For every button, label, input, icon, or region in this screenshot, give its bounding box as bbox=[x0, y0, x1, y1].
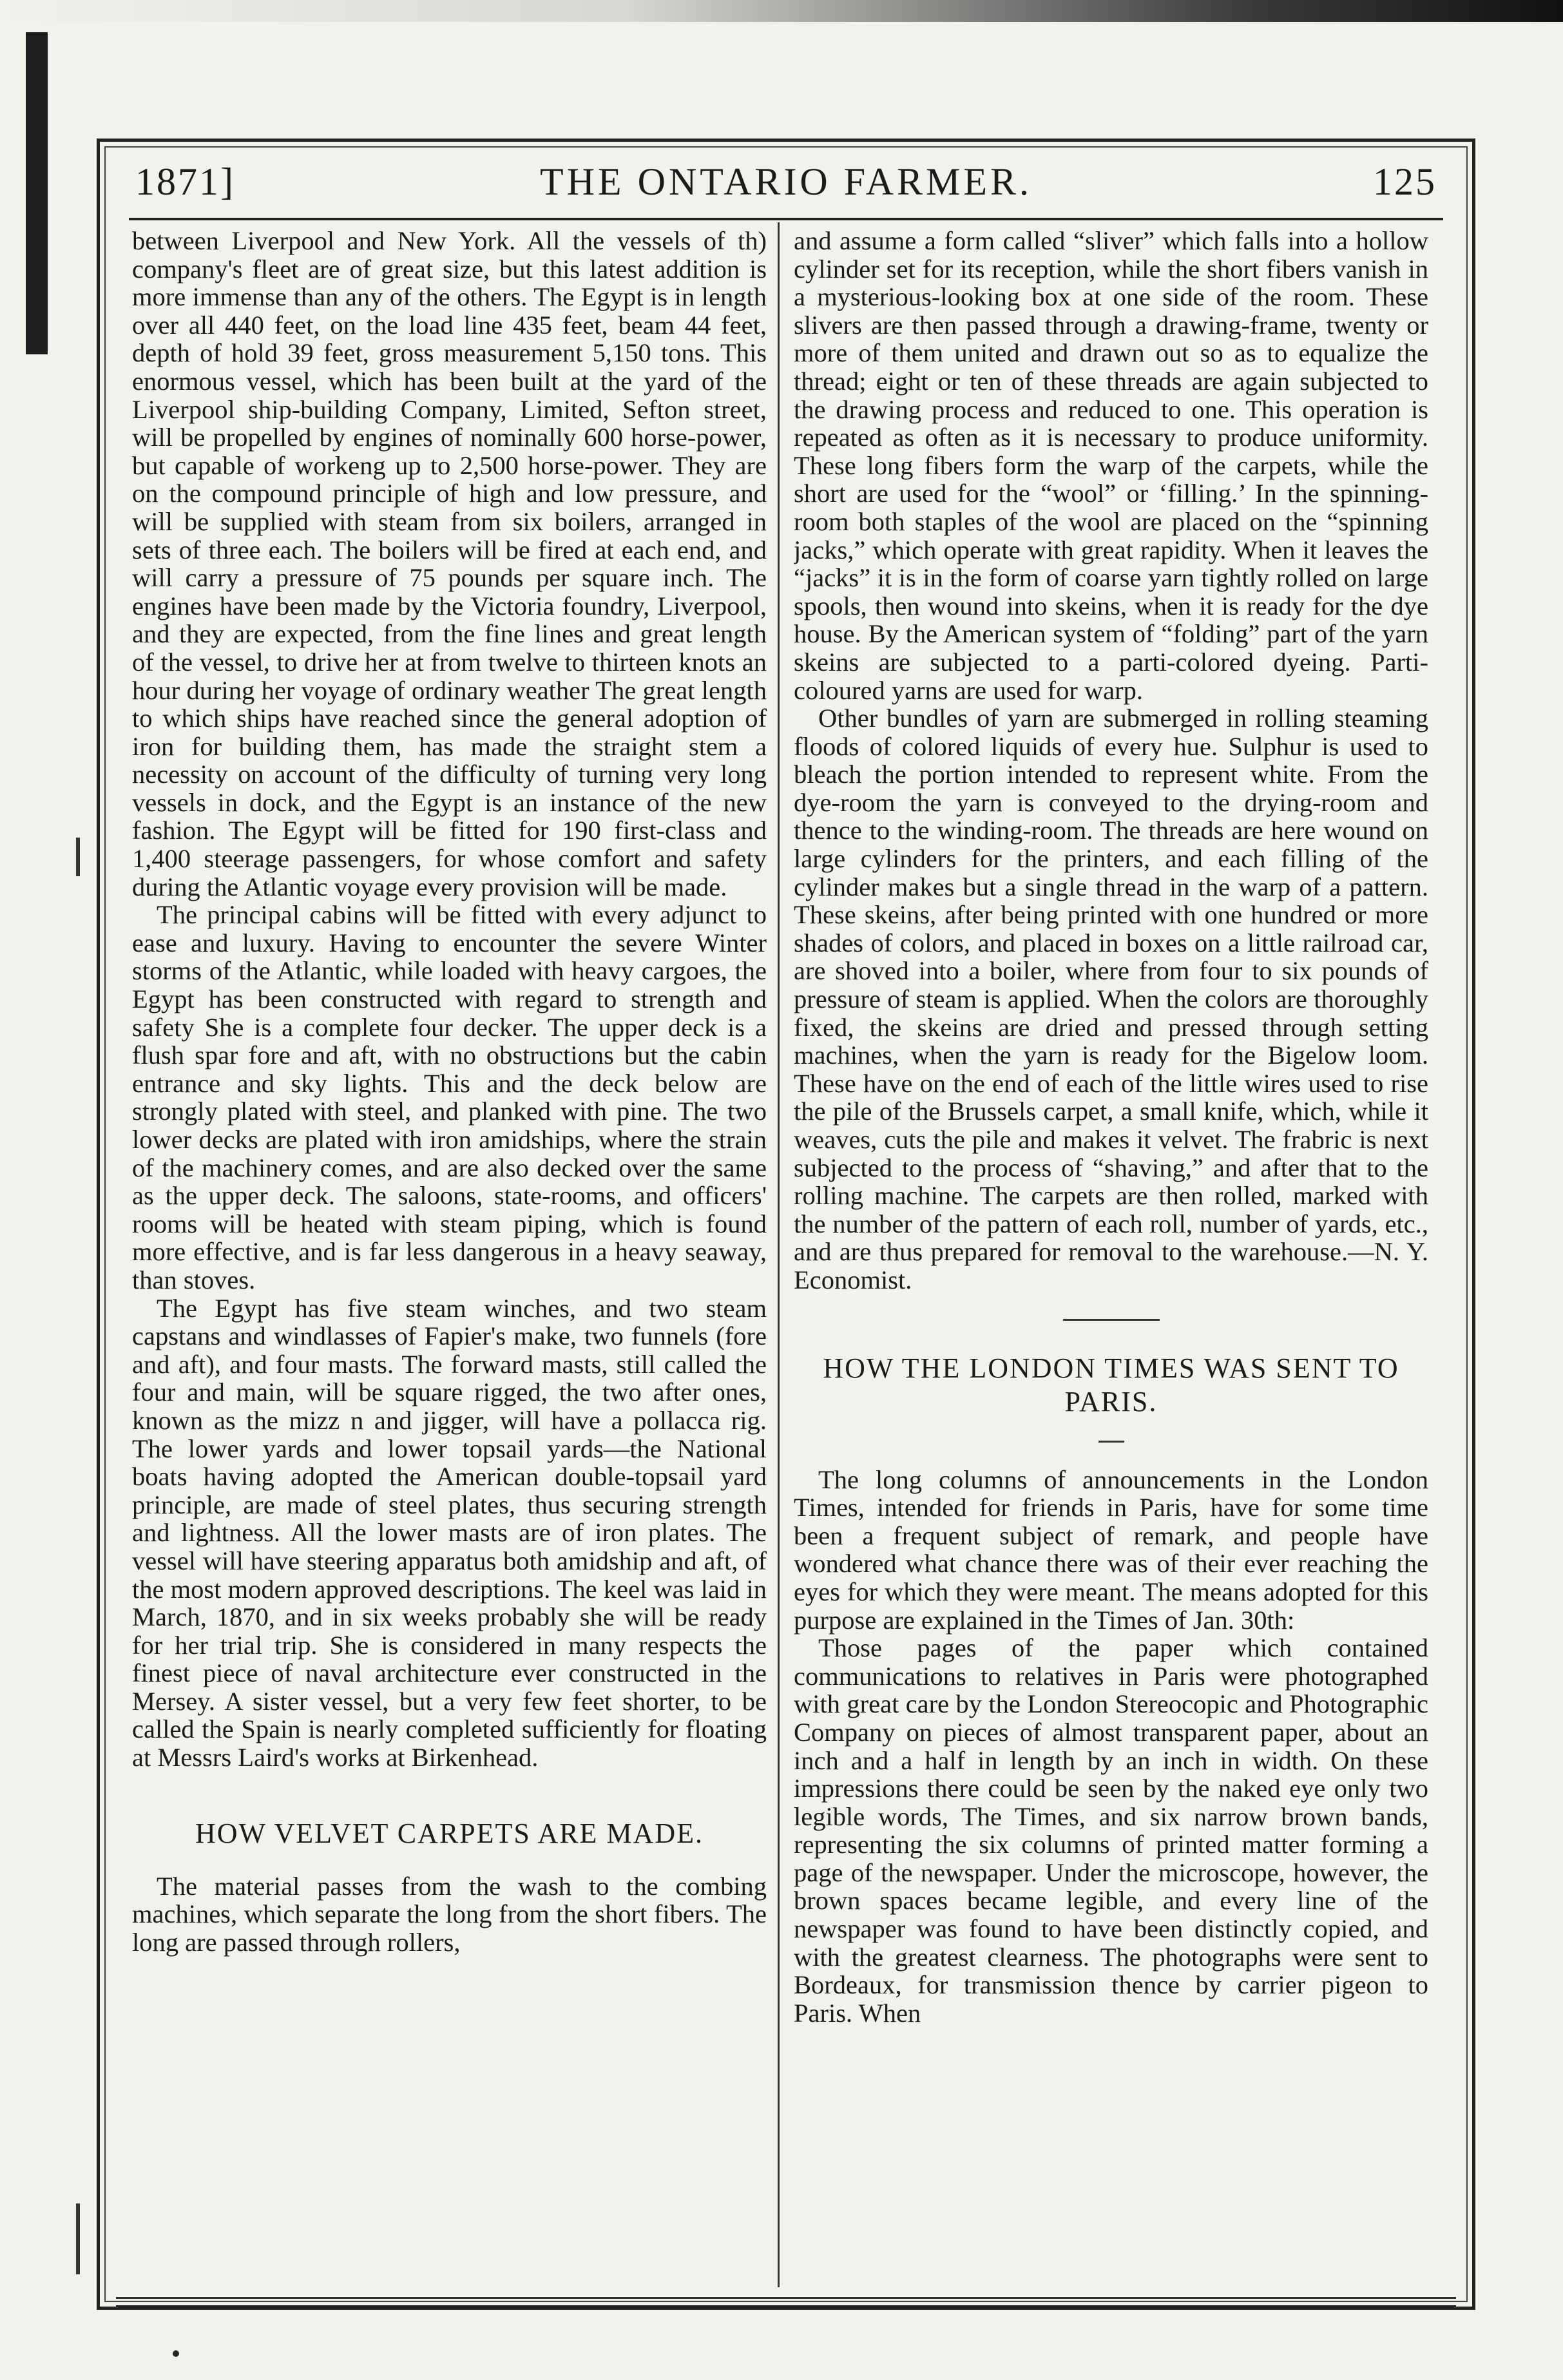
left-column bbox=[132, 227, 767, 2289]
scan-edge-shadow bbox=[0, 0, 1563, 22]
publication-title: THE ONTARIO FARMER. bbox=[539, 160, 1033, 203]
article-heading: HOW THE LONDON TIMES WAS SENT TO PARIS. bbox=[823, 1352, 1399, 1417]
paragraph: Those pages of the paper which contained communications to relatives in Paris were photographed with great care by the London Stereocopic and Photographic Company on pieces of almost transparent paper, about an inch and a half in length by an inch in width. On these impressions there could be seen by the naked eye only two legible words, The Times, and six narrow brown bands, representing the six columns of printed matter forming a page of the newspaper. Under the microscope, however, the brown spaces became legible, and every line of the newspaper was found to have been distinctly copied, and with the greatest clearness. The photographs were sent to Bordeaux, for transmission thence by carrier pigeon to Paris. When bbox=[794, 1633, 1428, 2028]
footer-rule bbox=[116, 2297, 1456, 2299]
margin-mark bbox=[76, 2203, 80, 2274]
section-separator bbox=[1063, 1319, 1160, 1321]
binding-edge-shadow bbox=[26, 32, 48, 354]
ink-speck bbox=[173, 2350, 179, 2357]
heading-dash bbox=[1098, 1441, 1124, 1443]
margin-mark bbox=[76, 838, 80, 876]
paragraph: The material passes from the wash to the combing machines, which separate the long from the short fibers. The long are passed through rollers, bbox=[132, 1871, 767, 1957]
paragraph: The long columns of announcements in the London Times, intended for friends in Paris, have for some time been a frequent subject of remark, and people have wondered what chance there was of their ever reaching the eyes for which they were meant. The means adopted for this purpose are explained in the Times of Jan. 30th: bbox=[794, 1464, 1428, 1635]
paragraph: The Egypt has five steam winches, and two steam capstans and windlasses of Fapier's make, two funnels (fore and aft), and four masts. The forward masts, still called the four and main, will be square rigged, the two after ones, known as the mizz n and jigger, will have a pollacca rig. The lower yards and lower topsail yards—the National boats having adopted the American double-topsail yard principle, are made of steel plates, thus securing strength and lightness. All the lower masts are of iron plates. The vessel will have steering apparatus both amidship and aft, of the most modern approved descriptions. The keel was laid in March, 1870, and in six weeks probably she will be ready for her trial trip. She is considered in many respects the finest piece of naval architecture ever constructed in the Mersey. A sister vessel, but a very few feet shorter, to be called the Spain is nearly completed sufficiently for floating at Messrs Laird's works at Birkenhead. bbox=[132, 1293, 767, 1772]
paragraph: between Liverpool and New York. All the vessels of th) company's fleet are of great size, but this latest addition is more immense than any of the others. The Egypt is in length over all 440 feet, on the load line 435 feet, beam 44 feet, depth of hold 39 feet, gross measurement 5,150 tons. This enormous vessel, which has been built at the yard of the Liverpool ship-building Company, Limited, Sefton street, will be propelled by engines of nominally 600 horse-power, but capable of workeng up to 2,500 horse-power. They are on the compound principle of high and low pressure, and will be supplied with steam from six boilers, arranged in sets of three each. The boilers will be fired at each end, and will carry a pressure of 75 pounds per square inch. The engines have been made by the Victoria foundry, Liverpool, and they are expected, from the fine lines and great length of the vessel, to drive her at from twelve to thirteen knots an hour during her voyage of ordinary weather The great length to which ships have reached since the general adoption of iron for building them, has made the straight stem a necessity on account of the difficulty of turning very long vessels in dock, and the Egypt is an instance of the new fashion. The Egypt will be fitted for 190 first-class and 1,400 steerage passengers, for whose comfort and safety during the Atlantic voyage every provision will be made. bbox=[132, 227, 767, 901]
paragraph: The principal cabins will be fitted with every adjunct to ease and luxury. Having to encounter the severe Winter storms of the Atlantic, while loaded with heavy cargoes, the Egypt has been constructed with regard to strength and safety She is a complete four decker. The upper deck is a flush spar fore and aft, with no obstructions but the cabin entrance and sky lights. This and the deck below are strongly plated with steel, and planked with pine. The two lower decks are plated with iron amidships, where the strain of the machinery comes, and are also decked over the same as the upper deck. The saloons, state-rooms, and officers' rooms will be heated with steam piping, which is found more effective, and is far less dangerous in a heavy seaway, than stoves. bbox=[132, 900, 767, 1294]
paragraph: and assume a form called “sliver” which falls into a hollow cylinder set for its reception, while the short fibers vanish in a mysterious-looking box at one side of the room. These slivers are then passed through a drawing-frame, twenty or more of them united and drawn out so as to equalize the thread; eight or ten of these threads are again subjected to the drawing process and reduced to one. This operation is repeated as often as it is necessary to produce uniformity. These long fibers form the warp of the carpets, while the short are used for the “wool” or ‘filling.’ In the spinning-room both staples of the wool are placed on the “spinning jacks,” which operate with great rapidity. When it leaves the “jacks” it is in the form of coarse yarn tightly rolled on large spools, then wound into skeins, when it is ready for the dye house. By the American system of “folding” part of the yarn skeins are subjected to a parti-colored dyeing. Parti-coloured yarns are used for warp. bbox=[794, 227, 1428, 705]
paragraph: Other bundles of yarn are submerged in rolling steaming floods of colored liquids of every hue. Sulphur is used to bleach the portion intended to represent white. From the dye-room the yarn is conveyed to the drying-room and thence to the winding-room. The threads are here wound on large cylinders for the printers, and each filling of the cylinder makes but a single thread in the warp of a pattern. These skeins, after being printed with one hundred or more shades of colors, and placed in boxes on a little railroad car, are shoved into a boiler, where from four to six pounds of pressure of steam is applied. When the colors are thoroughly fixed, the skeins are dried and pressed through setting machines, when the yarn is ready for the Bigelow loom. These have on the end of each of the little wires used to rise the pile of the Brussels carpet, a small knife, which, while it weaves, cuts the pile and makes it velvet. The frabric is next subjected to the process of “shaving,” and after that to the rolling machine. The carpets are then rolled, marked with the number of the pattern of each roll, number of yards, etc., and are thus prepared for removal to the warehouse.—N. Y. Economist. bbox=[794, 704, 1428, 1294]
article-heading: HOW VELVET CARPETS ARE MADE. bbox=[195, 1817, 704, 1849]
header-year: 1871] bbox=[135, 160, 235, 203]
header-rule bbox=[129, 218, 1443, 220]
column-rule bbox=[778, 222, 780, 2287]
running-header bbox=[135, 160, 1437, 211]
page-number: 125 bbox=[1373, 160, 1437, 203]
footer-rule bbox=[116, 2305, 1456, 2308]
right-column bbox=[794, 227, 1428, 2289]
